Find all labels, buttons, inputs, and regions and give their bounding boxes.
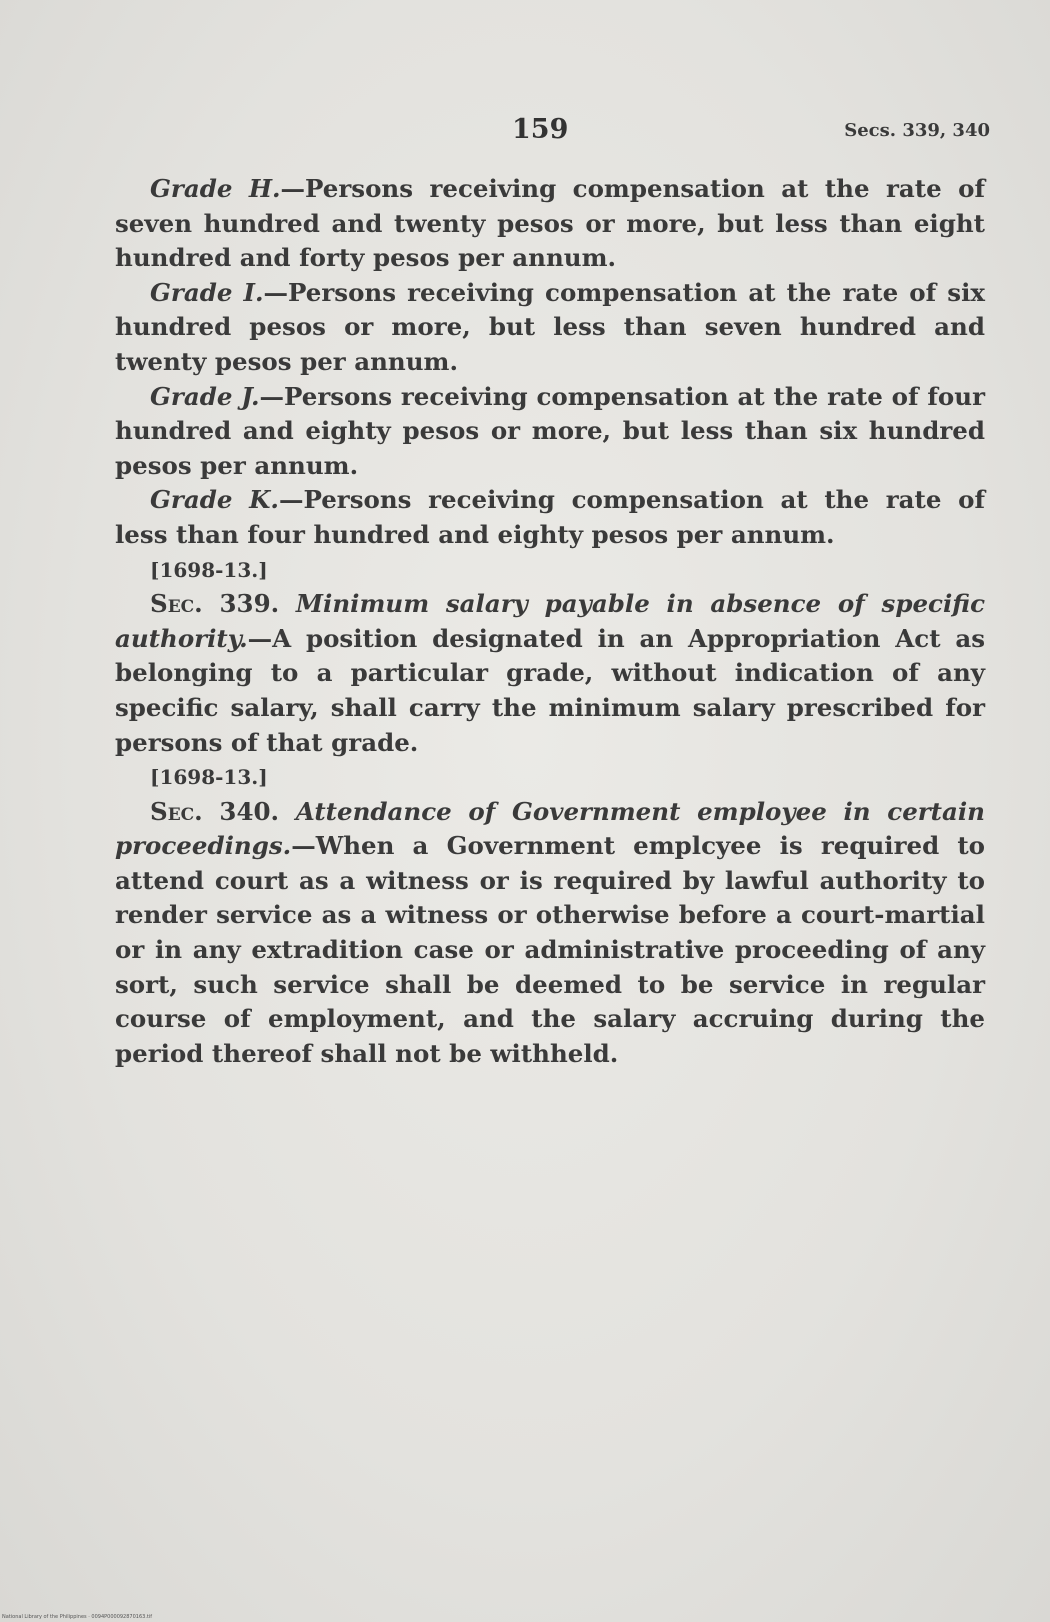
section-339-title: Minimum salary payable in absence of specific authority. xyxy=(115,589,985,653)
section-339-paragraph xyxy=(115,587,985,760)
grade-h-text: —Persons receiving compensation at the rate of seven hundred and twenty pesos or more, but less than eight hundred and forty pesos per annum. xyxy=(115,174,985,273)
section-340-label: Sec. 340. xyxy=(150,796,280,826)
section-340-paragraph xyxy=(115,795,985,1072)
grade-j-paragraph xyxy=(115,380,985,484)
page-body xyxy=(115,172,985,1071)
grade-i-paragraph xyxy=(115,276,985,380)
section-339-label: Sec. 339. xyxy=(150,589,280,619)
page-header xyxy=(0,112,1050,152)
citation: [1698-13.] xyxy=(150,557,268,582)
scan-credit: National Library of the Philippines · 0094P000092870163.tif xyxy=(2,1614,153,1620)
grade-k-paragraph xyxy=(115,483,985,552)
section-340-text: —When a Government emplcyee is required to attend court as a witness or is required by lawful authority to render service as a witness or otherwise before a court-martial or in any extradition case or administrative proceeding of any sort, such service shall be deemed to be service in regular course of employment, and the salary accruing during the period thereof shall not be withheld. xyxy=(115,831,985,1068)
grade-i-label: Grade I. xyxy=(150,277,264,307)
page-number: 159 xyxy=(512,114,569,145)
grade-h-paragraph xyxy=(115,172,985,276)
grade-k-text: —Persons receiving compensation at the rate of less than four hundred and eighty pesos per annum. xyxy=(115,485,985,549)
grade-k-label: Grade K. xyxy=(150,485,279,515)
grade-j-text: —Persons receiving compensation at the rate of four hundred and eighty pesos or more, but less than six hundred pesos per annum. xyxy=(115,381,985,480)
running-head: Secs. 339, 340 xyxy=(844,120,990,141)
grade-j-label: Grade J. xyxy=(150,381,260,411)
citation: [1698-13.] xyxy=(150,765,268,790)
grade-i-text: —Persons receiving compensation at the rate of six hundred pesos or more, but less than seven hundred and twenty pesos per annum. xyxy=(115,277,985,376)
section-340-title: Attendance of Government employee in certain proceedings. xyxy=(115,796,985,861)
grade-h-label: Grade H. xyxy=(150,174,281,203)
section-339-text: —A position designated in an Appropriation Act as belonging to a particular grade, without indication of any specific salary, shall carry the minimum salary prescribed for persons of that grade. xyxy=(115,623,985,757)
